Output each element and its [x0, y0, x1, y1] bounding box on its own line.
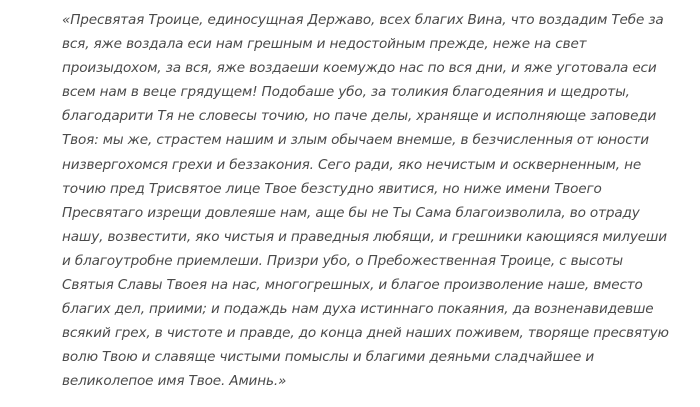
- prayer-line: «Пресвятая Троице, единосущная Державо, всех благих Вина, что воздадим Тебе за: [62, 12, 664, 28]
- prayer-line: точию пред Трисвятое лице Твое безстудно явитися, но ниже имени Твоего: [62, 180, 602, 197]
- prayer-line: низвергохомся грехи и беззакония. Сего ради, яко нечистым и оскверненным, не: [62, 156, 642, 173]
- prayer-line: Пресвятаго изрещи довлеяше нам, аще бы не Ты Сама благоизволила, во отраду: [62, 204, 640, 221]
- prayer-line: всякий грех, в чистоте и правде, до конца дней наших поживем, творяще пресвятую: [62, 325, 669, 342]
- prayer-line: вся, яже воздала еси нам грешным и недостойным прежде, неже на свет: [62, 36, 587, 53]
- prayer-line: произыдохом, за вся, яже воздаеши коемуждо нас по вся дни, и яже уготовала еси: [62, 60, 657, 77]
- prayer-line: благих дел, приими; и подаждь нам духа истиннаго покаяния, да возненавидевше: [62, 301, 654, 318]
- prayer-line: Твоя: мы же, страстем нашим и злым обычаем внемше, в безчисленныя от юности: [62, 132, 649, 149]
- prayer-line: и благоутробне приемлеши. Призри убо, о Пребожественная Троице, с высоты: [62, 252, 623, 269]
- prayer-line: Святыя Славы Твоея на нас, многогрешных, и благое произволение наше, вместо: [62, 277, 643, 294]
- prayer-line: волю Твою и славяще чистыми помыслы и благими деяньми сладчайшее и: [62, 349, 595, 366]
- prayer-line: всем нам в веце грядущем! Подобаше убо, за толикия благодеяния и щедроты,: [62, 84, 630, 101]
- prayer-line: благодарити Тя не словесы точию, но паче делы, храняще и исполняюще заповеди: [62, 108, 657, 125]
- prayer-line: нашу, возвестити, яко чистыя и праведныя любящи, и грешники кающияся милуеши: [62, 228, 667, 245]
- prayer-line: великолепое имя Твое. Аминь.»: [62, 373, 287, 390]
